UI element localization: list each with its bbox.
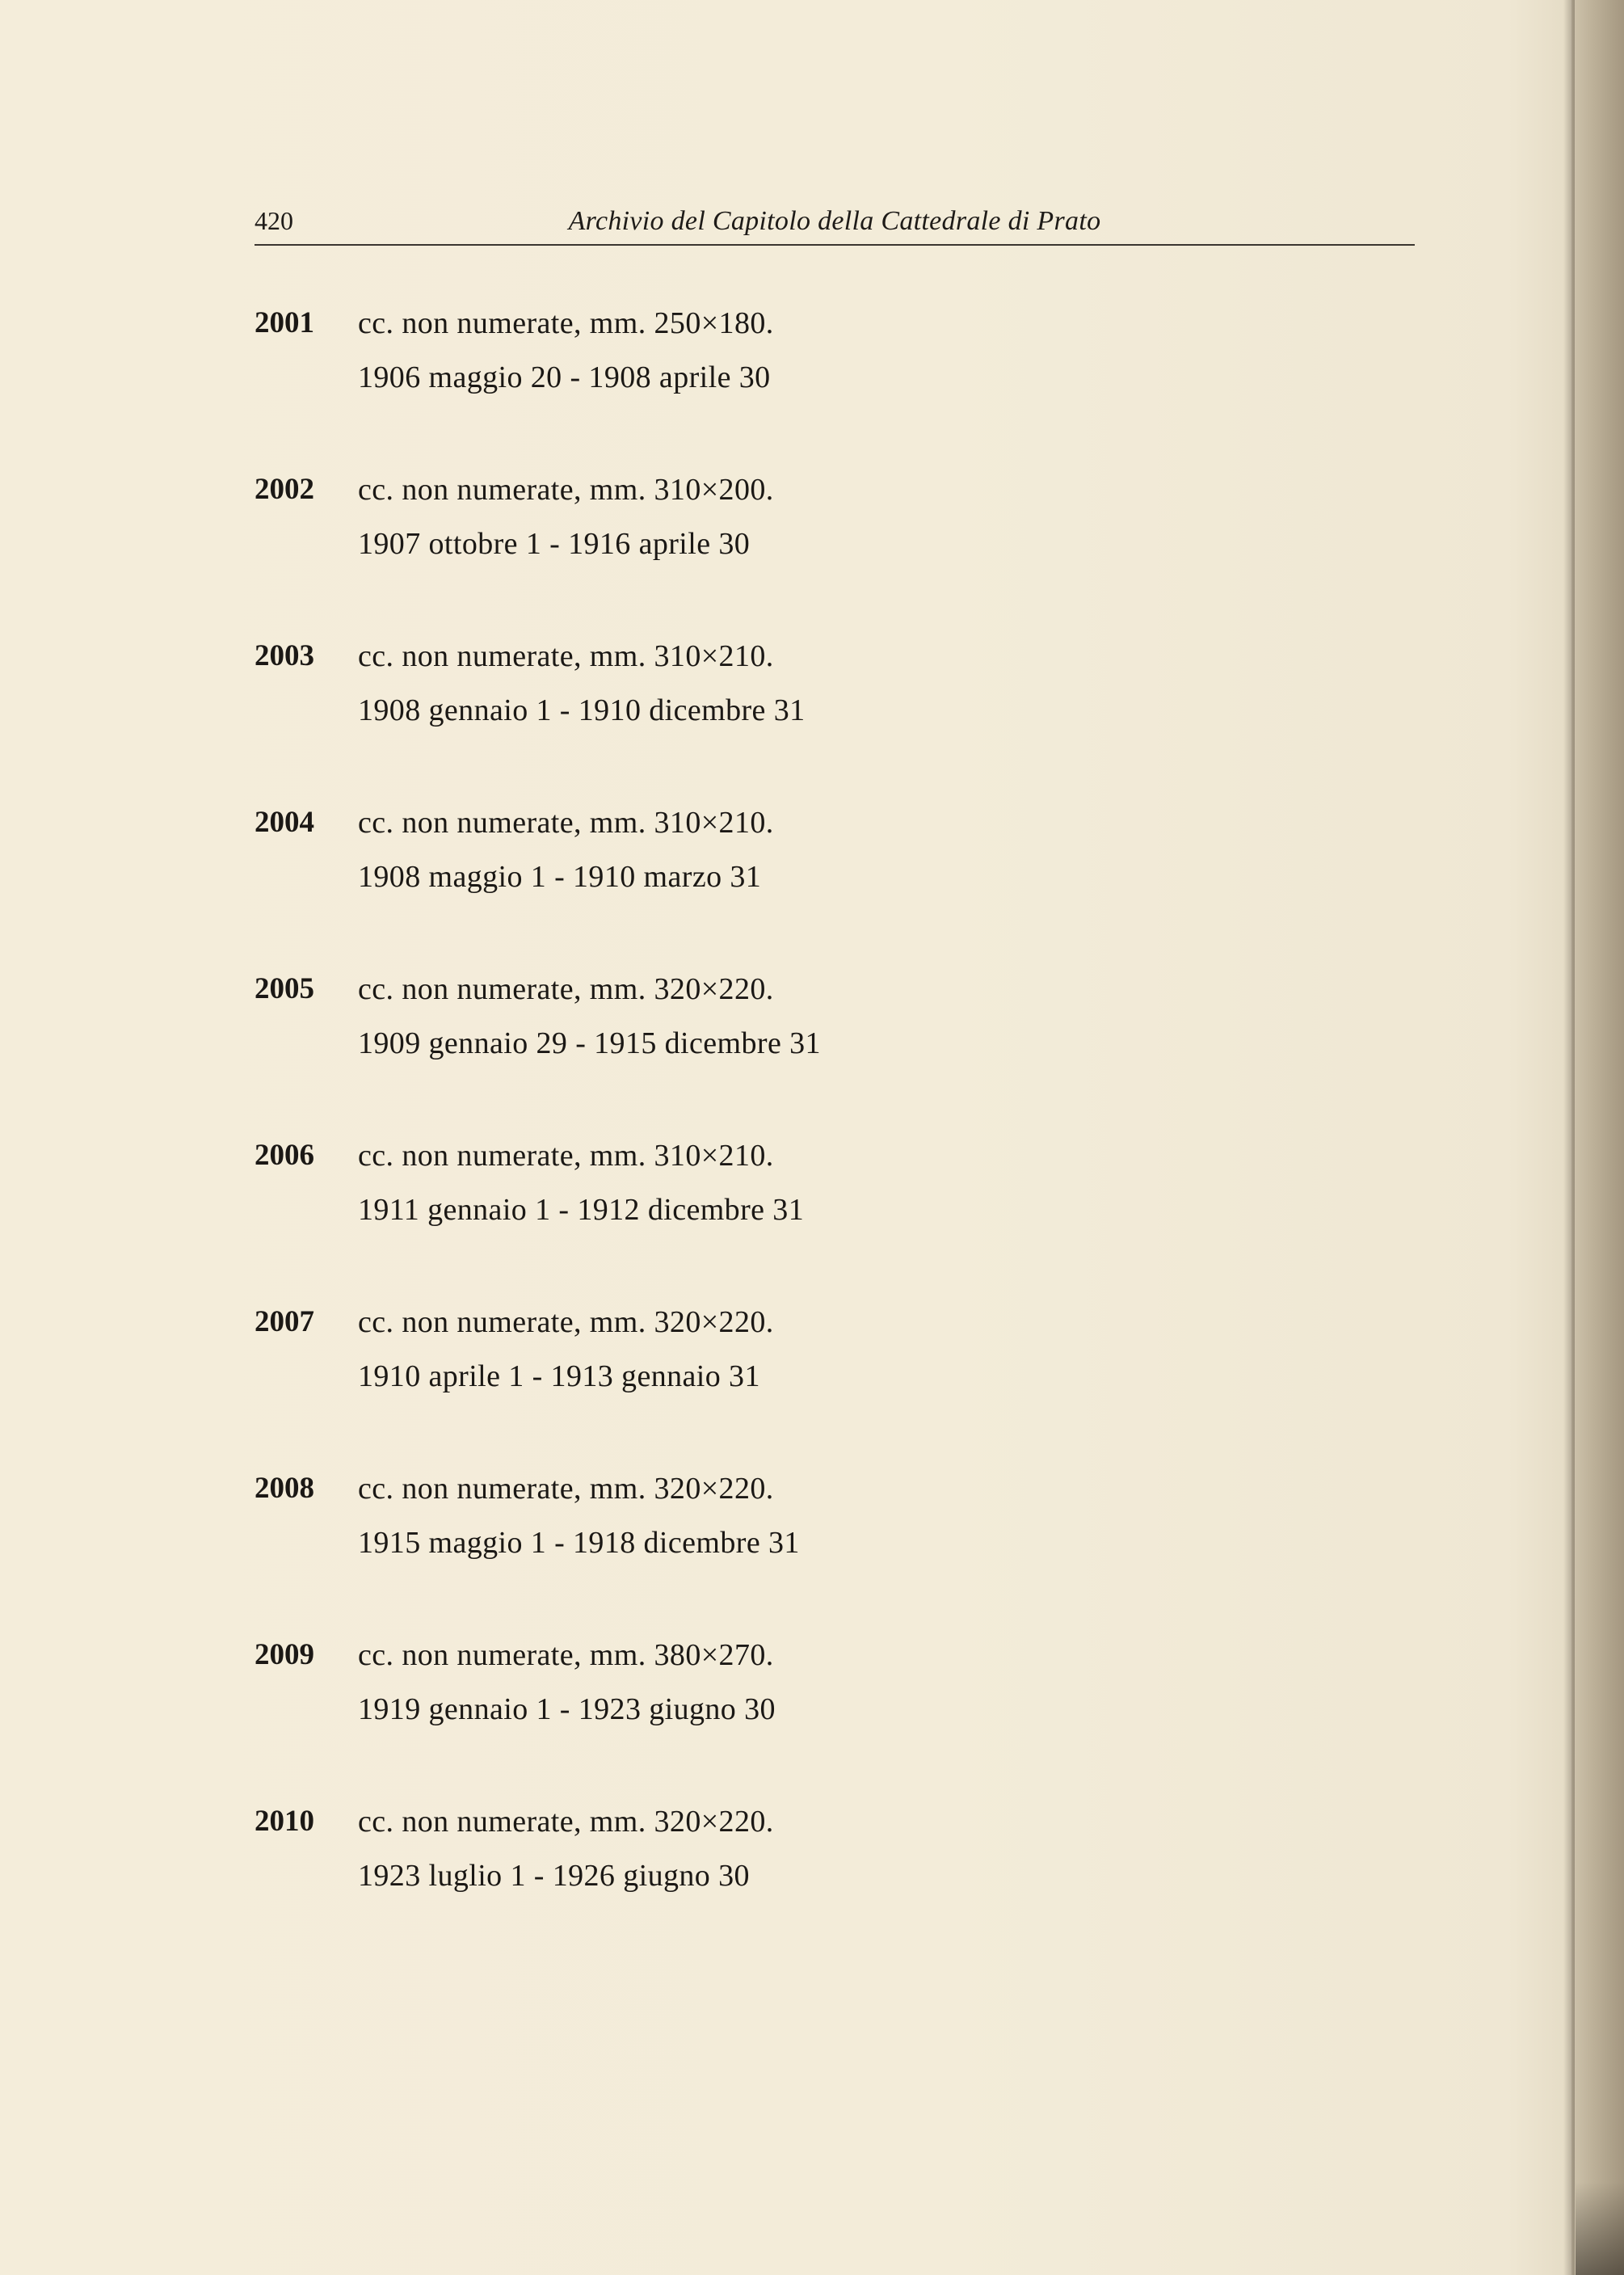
inventory-entry [255,1797,1415,1964]
entry-dates: 1908 maggio 1 - 1910 marzo 31 [358,860,762,894]
inventory-entry [255,299,1415,466]
entry-number: 2003 [255,639,314,672]
page-number: 420 [255,206,293,235]
inventory-entry [255,965,1415,1131]
page-corner-shadow [1576,2182,1624,2275]
inventory-entry [255,466,1415,632]
entry-number: 2006 [255,1139,314,1172]
running-header [255,204,1415,246]
entry-number: 2001 [255,306,314,339]
inventory-entry [255,1464,1415,1631]
entry-number: 2002 [255,473,314,506]
entry-dates: 1915 maggio 1 - 1918 dicembre 31 [358,1526,800,1560]
inventory-entry [255,632,1415,798]
entry-dates: 1906 maggio 20 - 1908 aprile 30 [358,360,771,394]
running-title: Archivio del Capitolo della Cattedrale di Prato [568,206,1101,236]
inventory-entry [255,798,1415,965]
page-edge-shadow [1571,0,1624,2275]
entry-description: cc. non numerate, mm. 320×220. [358,972,774,1006]
entry-number: 2005 [255,972,314,1005]
entry-description: cc. non numerate, mm. 320×220. [358,1805,774,1839]
entry-dates: 1911 gennaio 1 - 1912 dicembre 31 [358,1193,805,1227]
entry-description: cc. non numerate, mm. 320×220. [358,1305,774,1339]
inventory-entry [255,1298,1415,1464]
inventory-entry [255,1631,1415,1797]
entry-description: cc. non numerate, mm. 320×220. [358,1472,774,1506]
entry-dates: 1908 gennaio 1 - 1910 dicembre 31 [358,693,806,727]
entry-number: 2007 [255,1305,314,1338]
entry-dates: 1909 gennaio 29 - 1915 dicembre 31 [358,1026,821,1060]
entry-number: 2004 [255,806,314,839]
page-gutter-shadow [1563,0,1575,2275]
entry-dates: 1923 luglio 1 - 1926 giugno 30 [358,1859,750,1893]
inventory-entries [255,299,1415,1964]
entry-description: cc. non numerate, mm. 380×270. [358,1638,774,1672]
entry-description: cc. non numerate, mm. 250×180. [358,306,774,340]
entry-number: 2009 [255,1638,314,1671]
entry-number: 2008 [255,1472,314,1505]
entry-dates: 1907 ottobre 1 - 1916 aprile 30 [358,527,751,561]
entry-description: cc. non numerate, mm. 310×210. [358,1139,774,1173]
inventory-entry [255,1131,1415,1298]
entry-dates: 1910 aprile 1 - 1913 gennaio 31 [358,1359,760,1393]
entry-dates: 1919 gennaio 1 - 1923 giugno 30 [358,1692,776,1726]
entry-description: cc. non numerate, mm. 310×200. [358,473,774,507]
entry-description: cc. non numerate, mm. 310×210. [358,806,774,840]
entry-number: 2010 [255,1805,314,1838]
entry-description: cc. non numerate, mm. 310×210. [358,639,774,673]
